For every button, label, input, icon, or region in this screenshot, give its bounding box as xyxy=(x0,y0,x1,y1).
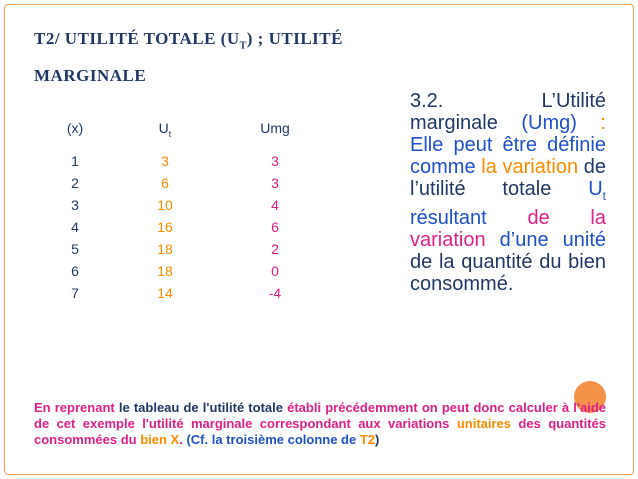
table-row xyxy=(40,194,330,216)
definition-colon: : xyxy=(576,112,606,134)
cell-ut: 14 xyxy=(157,285,173,301)
definition-p8: de la quantité du bien consommé. xyxy=(410,251,606,295)
cell-umg: 2 xyxy=(271,241,279,257)
bottom-s9: T2 xyxy=(359,432,375,447)
cell-x: 3 xyxy=(71,197,79,213)
bottom-paragraph xyxy=(34,400,606,448)
bottom-s5: des quantités consommées du xyxy=(34,416,607,447)
cell-ut: 18 xyxy=(157,241,173,257)
header-umg: Umg xyxy=(260,120,290,136)
definition-ut xyxy=(588,178,607,203)
cell-ut: 16 xyxy=(157,219,173,235)
bottom-s2: le tableau de l'utilité totale xyxy=(118,400,288,415)
cell-x: 1 xyxy=(71,153,79,169)
definition-ut-sub: t xyxy=(602,189,607,203)
cell-umg: 0 xyxy=(271,263,279,279)
title-part-1: T2/ UTILITÉ TOTALE (U xyxy=(34,29,240,48)
cell-ut: 18 xyxy=(157,263,173,279)
cell-x: 4 xyxy=(71,219,79,235)
bottom-s3: établi précédemment on peut donc calculer à l'aide de cet exemple l'utilité marginale correspondant aux variations xyxy=(34,400,607,431)
bottom-s7: . xyxy=(179,432,187,447)
table-body xyxy=(40,150,330,304)
cell-x: 2 xyxy=(71,175,79,191)
title-part-2: ) ; UTILITÉ xyxy=(246,29,343,48)
title-line-2: MARGINALE xyxy=(34,66,147,86)
table-row xyxy=(40,260,330,282)
cell-ut: 10 xyxy=(157,197,173,213)
table-header-row xyxy=(40,120,330,150)
header-ut-sub: t xyxy=(168,128,172,139)
header-ut-base: U xyxy=(158,120,169,136)
utility-table xyxy=(40,120,330,304)
cell-umg: 3 xyxy=(271,175,279,191)
cell-x: 5 xyxy=(71,241,79,257)
header-x: (x) xyxy=(66,120,84,136)
cell-ut: 3 xyxy=(161,153,169,169)
table-row xyxy=(40,282,330,304)
slide-title xyxy=(34,24,474,91)
definition-p3: de l’utilité totale xyxy=(410,156,606,200)
cell-umg: -4 xyxy=(268,285,282,301)
title-subscript: T xyxy=(239,40,247,52)
definition-p5: résultant xyxy=(410,207,487,229)
definition-text xyxy=(410,90,606,295)
definition-ut-base: U xyxy=(588,178,603,200)
bottom-s1: En reprenant xyxy=(34,400,119,415)
table-row xyxy=(40,150,330,172)
bottom-s6: bien X xyxy=(140,432,180,447)
definition-heading: 3.2. L’Utilité marginale xyxy=(410,90,606,134)
definition-p1: Elle peut être définie comme xyxy=(410,134,606,178)
bottom-s10: ) xyxy=(375,432,380,447)
cell-x: 7 xyxy=(71,285,79,301)
cell-umg: 4 xyxy=(271,197,279,213)
cell-umg: 3 xyxy=(271,153,279,169)
bottom-s4: unitaires xyxy=(456,416,519,431)
header-ut xyxy=(110,120,220,150)
cell-umg: 6 xyxy=(271,219,279,235)
table-row xyxy=(40,238,330,260)
definition-p2: la variation xyxy=(481,156,579,178)
bottom-s8: (Cf. la troisième colonne de xyxy=(186,432,360,447)
table-row xyxy=(40,172,330,194)
definition-p6: de la variation xyxy=(410,207,606,251)
definition-umg: (Umg) xyxy=(521,112,577,134)
definition-p7: d’une unité xyxy=(499,229,606,251)
table-row xyxy=(40,216,330,238)
cell-x: 6 xyxy=(71,263,79,279)
cell-ut: 6 xyxy=(161,175,169,191)
